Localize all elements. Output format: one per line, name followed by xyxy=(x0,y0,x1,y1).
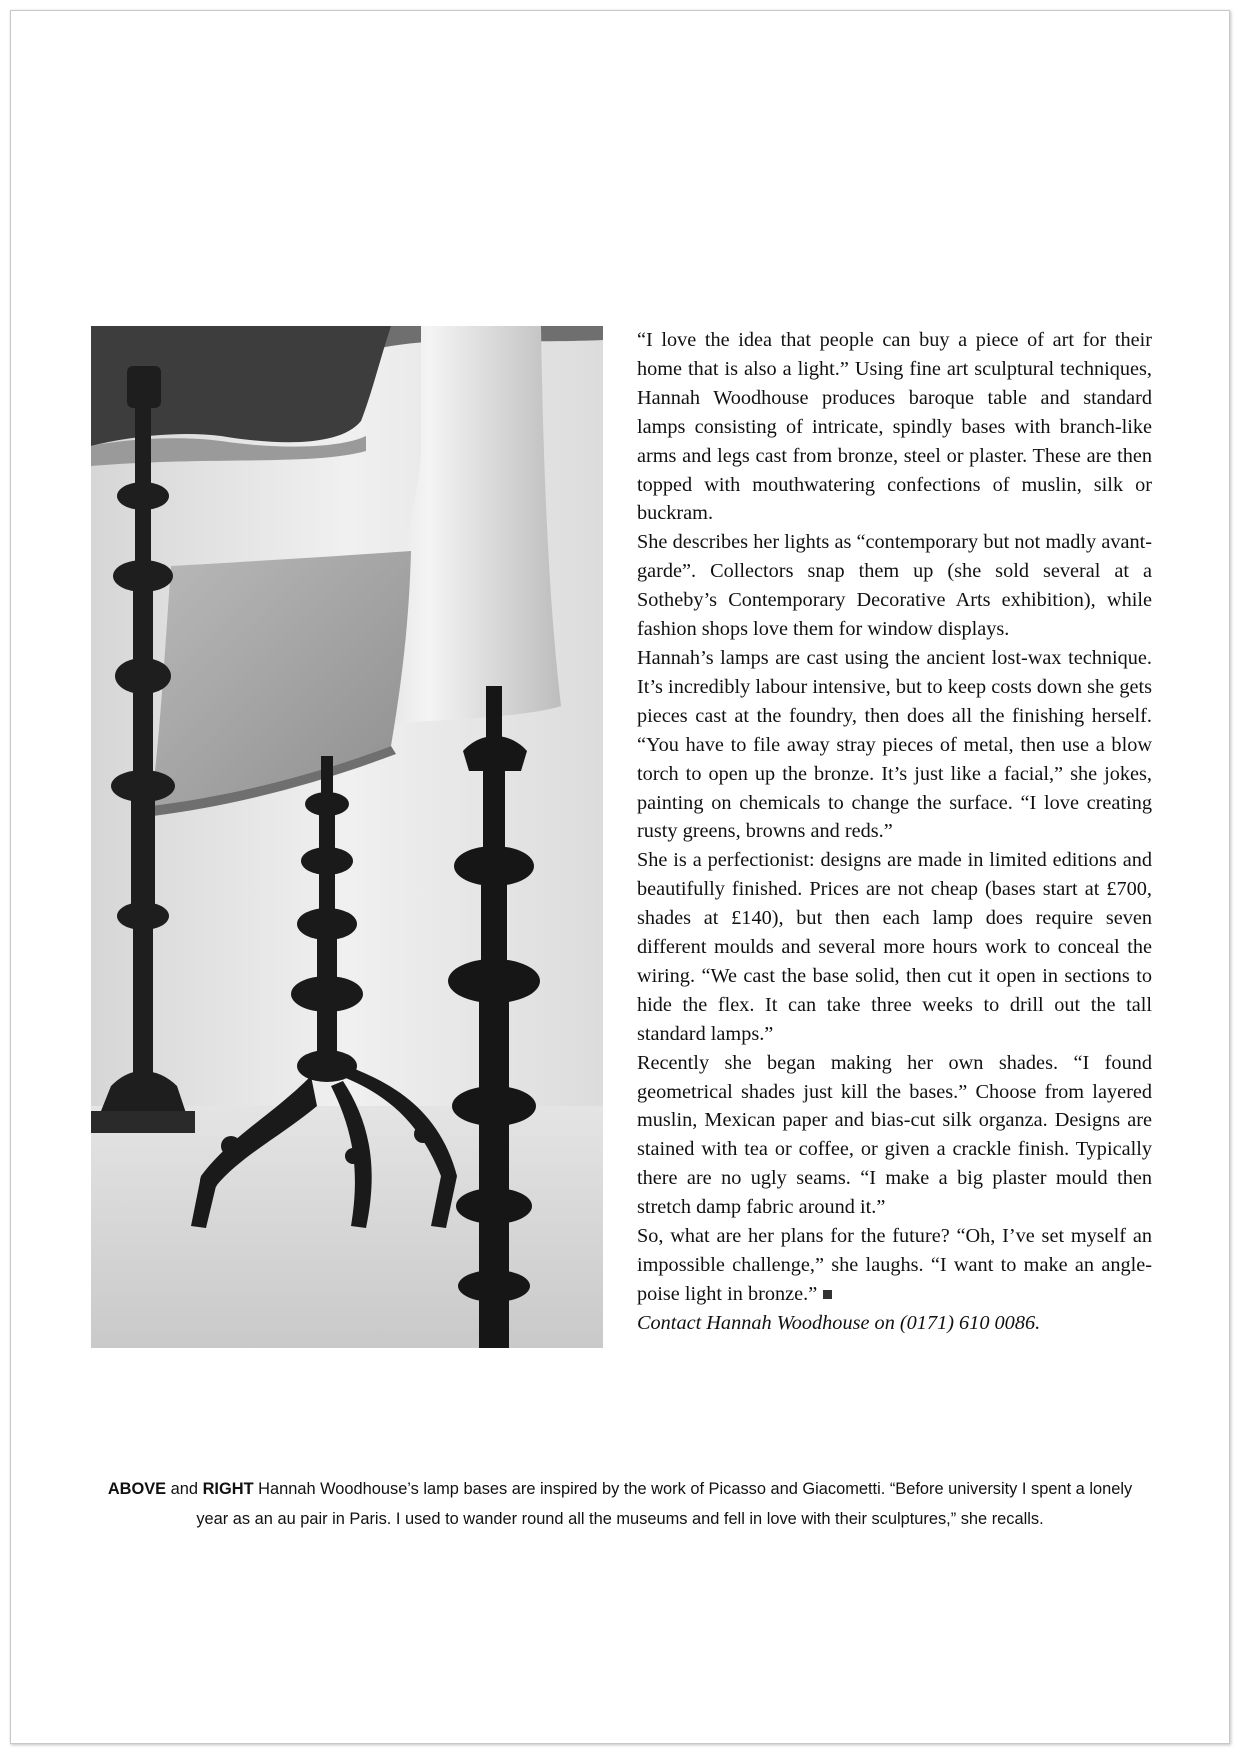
end-mark-icon xyxy=(823,1290,832,1299)
article-paragraph: “I love the idea that people can buy a piece of art for their home that is also a light.” Using fine art sculptural techniques, Hannah Woodhouse produces baroque table and standard lamps consisting of intricate, spindly bases with branch-like arms and legs cast from bronze, steel or plaster. These are then topped with mouthwatering confections of muslin, silk or buckram. xyxy=(637,329,1152,525)
contact-line: Contact Hannah Woodhouse on (0171) 610 0086. xyxy=(637,1311,1041,1334)
article-paragraph: Hannah’s lamps are cast using the ancient lost-wax technique. It’s incredibly labour intensive, but to keep costs down she gets pieces cast at the foundry, then does all the finishing herself. “You have to file away stray pieces of metal, then use a blow torch to open up the bronze. It’s just like a facial,” she jokes, painting on chemicals to change the surface. “I love creating rusty greens, browns and reds.” xyxy=(637,646,1152,843)
article-paragraph-last-text: So, what are her plans for the future? “Oh, I’ve set myself an impossible challenge,” she laughs. “I want to make an angle-poise light in bronze.” xyxy=(637,1225,1152,1305)
article-body xyxy=(637,326,1152,1338)
article-paragraph: Recently she began making her own shades. “I found geometrical shades just kill the bases.” Choose from layered muslin, Mexican paper and bias-cut silk organza. Designs are stained with tea or coffee, or given a crackle finish. Typically there are no ugly seams. “I make a big plaster mould then stretch damp fabric around it.” xyxy=(637,1051,1152,1219)
lamp-photo-image xyxy=(91,326,603,1348)
article-paragraph: She is a perfectionist: designs are made in limited editions and beautifully finished. Prices are not cheap (bases start at £700, shades at £140), but then each lamp does require seven different moulds and several more hours work to conceal the wiring. “We cast the base solid, then cut it open in sections to hide the flex. It can take three weeks to drill out the tall standard lamps.” xyxy=(637,849,1152,1045)
caption-lead-right: RIGHT xyxy=(202,1480,254,1498)
photo-caption xyxy=(95,1474,1145,1534)
caption-lead-above: ABOVE xyxy=(107,1480,167,1498)
lamp-photo xyxy=(91,326,603,1348)
article-paragraph-last xyxy=(637,1222,1152,1309)
article-paragraph: She describes her lights as “contemporary but not madly avant-garde”. Collectors snap them up (she sold several at a Sotheby’s Contemporary Decorative Arts exhibition), while fashion shops love them for window displays. xyxy=(637,531,1152,641)
caption-lead-and: and xyxy=(170,1480,199,1498)
caption-text: Hannah Woodhouse’s lamp bases are inspired by the work of Picasso and Giacometti. “Before university I spent a lonely year as an au pair in Paris. I used to wander round all the museums and fell in love with their sculptures,” she recalls. xyxy=(196,1480,1133,1528)
